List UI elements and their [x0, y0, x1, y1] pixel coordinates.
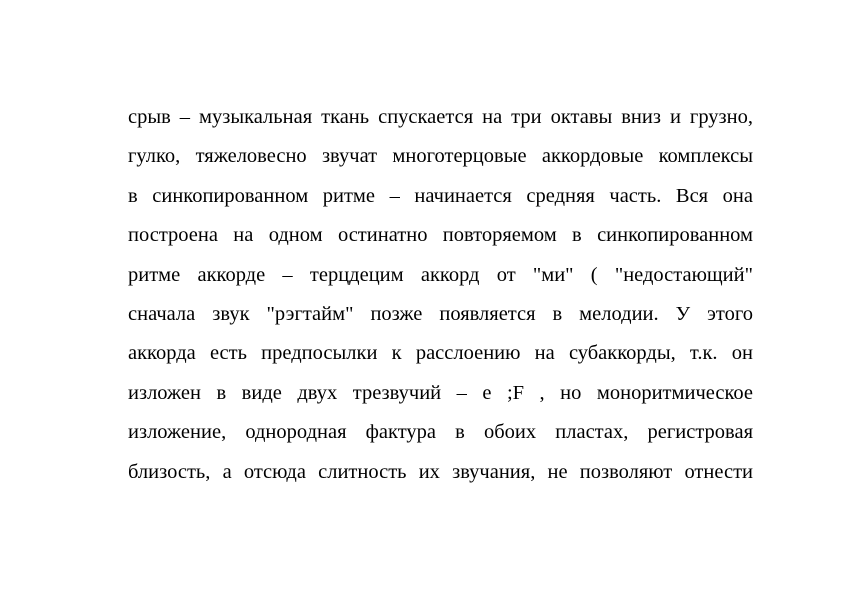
text-line-1: срыв – музыкальная ткань спускается на три октавы вниз и грузно, [128, 106, 753, 128]
text-line-9: изложение, однородная фактура в обоих пластах, регистровая [128, 421, 753, 444]
text-line-10: близость, а отсюда слитность их звучания, не позволяют отнести [128, 460, 753, 483]
text-line-3: в синкопированном ритме – начинается средняя часть. Вся она [128, 184, 753, 207]
text-line-4: построена на одном остинатно повторяемом в синкопированном [128, 224, 753, 247]
text-line-6: сначала звук "рэгтайм" позже появляется в мелодии. У этого [128, 302, 753, 325]
text-line-8: изложен в виде двух трезвучий – е ;F , но моноритмическое [128, 381, 753, 404]
text-line-7: аккорда есть предпосылки к расслоению на субаккорды, т.к. он [128, 342, 753, 365]
text-line-5: ритме аккорде – терцдецим аккорд от "ми" ( "недостающий" [128, 263, 753, 286]
text-line-2: гулко, тяжеловесно звучат многотерцовые аккордовые комплексы [128, 145, 753, 168]
paragraph [128, 98, 753, 492]
